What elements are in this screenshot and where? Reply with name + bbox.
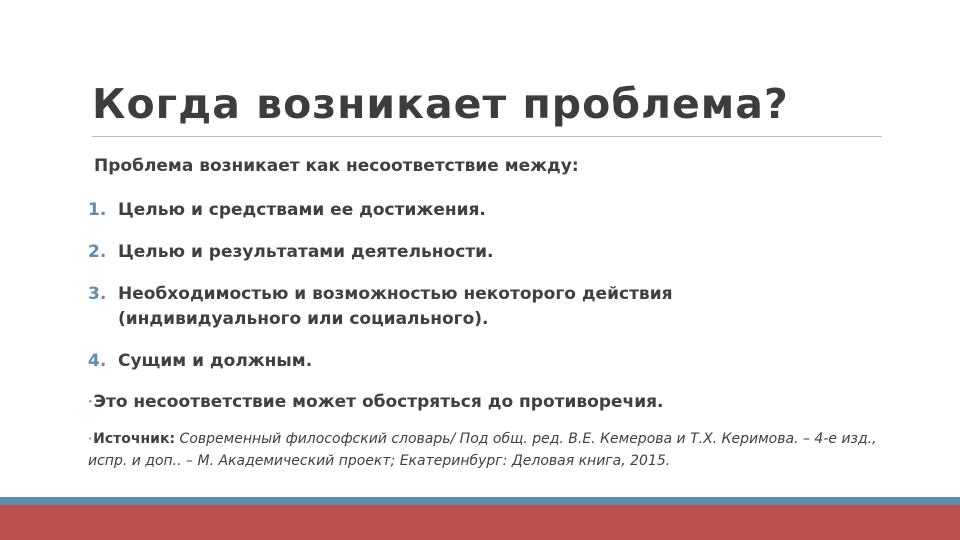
list-number: 3. (88, 284, 107, 304)
note-text-row (88, 390, 664, 414)
note-text: Это несоответствие может обостряться до противоречия. (93, 392, 664, 412)
list-item-text: Необходимостью и возможностью некоторого действия (индивидуального или социального). (118, 284, 673, 329)
intro-text: Проблема возникает как несоответствие между: (94, 156, 579, 176)
list-item (88, 349, 848, 374)
list-item (88, 240, 848, 265)
list-item-text: Целью и результатами деятельности. (118, 242, 494, 262)
list-item (88, 282, 848, 332)
list-number: 4. (88, 351, 107, 371)
list-number: 1. (88, 200, 107, 220)
bullet-icon: • (88, 435, 93, 443)
footer-red-band (0, 505, 960, 540)
source-label: Источник: (93, 431, 176, 447)
bullet-icon: • (88, 398, 93, 406)
source-citation (88, 428, 878, 472)
slide-title: Когда возникает проблема? (92, 80, 789, 128)
footer-blue-band (0, 497, 960, 505)
list-item-text: Сущим и должным. (118, 351, 313, 371)
list-item-text: Целью и средствами ее достижения. (118, 200, 486, 220)
list-number: 2. (88, 242, 107, 262)
numbered-list (88, 198, 848, 391)
source-text: Современный философский словарь/ Под общ. ред. В.Е. Кемерова и Т.Х. Керимова. – 4-е изд., испр. и доп.. – М. Академический проект; Екатеринбург: Деловая книга, 2015. (88, 431, 877, 469)
list-item (88, 198, 848, 223)
title-divider (92, 136, 882, 137)
